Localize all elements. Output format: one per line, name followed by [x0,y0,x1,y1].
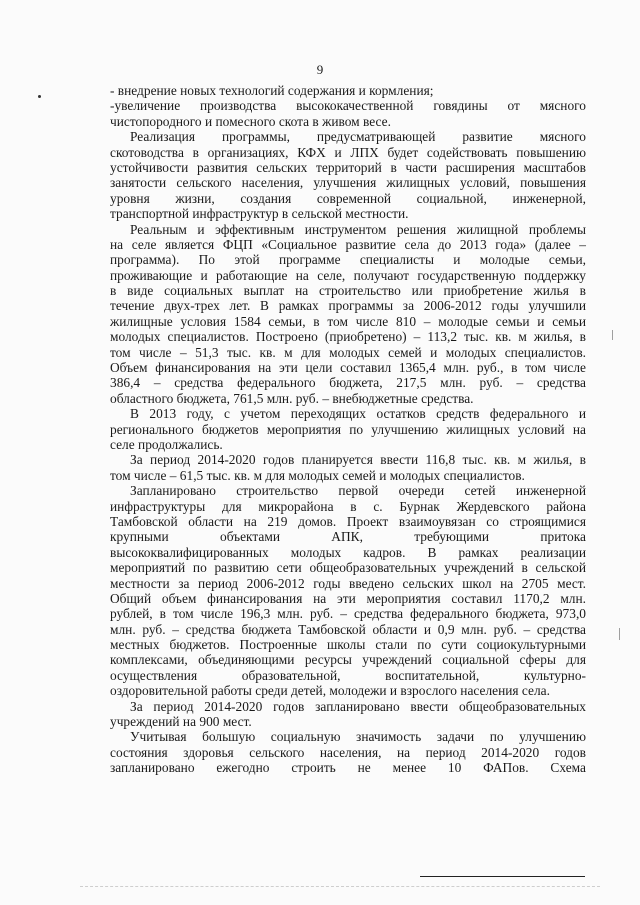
paragraph [110,452,586,483]
text-line: чистопородного и помесного скота в живом весе. [110,113,391,129]
text-line: - внедрение новых технологий содержания и кормления; [110,83,434,98]
text-line: млн. руб. – средства бюджета Тамбовской области и 0,9 млн. руб. – средства [110,621,586,637]
paragraph [110,83,586,98]
text-line: местных бюджетов. Построенные школы стали по сути социокультурными [110,637,586,653]
page-number: 9 [316,62,324,77]
paragraph [110,222,586,407]
text-line: Общий объем финансирования на эти мероприятия составил 1170,2 млн. [110,590,586,606]
text-line: -увеличение производства высококачественной говядины от мясного [110,98,586,114]
text-line: регионального бюджетов мероприятия по улучшению жилищных условий на [110,421,586,437]
text-line: местности за период 2006-2012 годы введено сельских школ на 2705 мест. [110,575,586,591]
text-line: на селе является ФЦП «Социальное развитие села до 2013 года» (далее – [110,236,586,252]
paragraph [110,129,586,221]
text-line: Объем финансирования на эти цели составил 1365,4 млн. руб., в том числе [110,360,586,376]
text-line: состояния здоровья сельского населения, на период 2014-2020 годов [110,744,586,760]
text-line: течение двух-трех лет. В рамках программы за 2006-2012 годы улучшили [110,298,586,314]
text-line: Запланировано строительство первой очереди сетей инженерной [130,483,586,499]
paragraph [110,406,586,452]
text-line: занятости сельского населения, улучшения жилищных условий, повышения [110,175,586,191]
text-line: программа). По этой программе специалисты и молодые семьи, [110,252,586,268]
paragraph [110,483,586,698]
text-line: осуществления образовательной, воспитательной, культурно- [110,667,586,683]
text-line: комплексами, объединяющими ресурсы учреждений социальной сферы для [110,652,586,668]
text-line: Учитывая большую социальную значимость задачи по улучшению [130,729,586,745]
text-line: Реализация программы, предусматривающей развитие мясного [130,129,586,145]
scan-speck [38,95,41,98]
text-line: транспортной инфраструктур в сельской местности. [110,206,409,222]
text-line: мероприятий по развитию сети общеобразовательных учреждений в сельской [110,560,586,576]
text-line: том числе – 61,5 тыс. кв. м для молодых семей и молодых специалистов. [110,467,525,483]
text-line: том числе – 51,3 тыс. кв. м для молодых семей и молодых специалистов. [110,344,586,360]
text-line: За период 2014-2020 годов планируется ввести 116,8 тыс. кв. м жилья, в [130,452,586,468]
footer-rule [420,876,585,877]
paragraph [110,699,586,730]
text-line: высококвалифицированных молодых кадров. В рамках реализации [110,544,586,560]
text-line: учреждений на 900 мест. [110,714,252,730]
text-line: крупными объектами АПК, требующими притока [110,529,586,545]
text-line: устойчивости развития сельских территорий в части расширения масштабов [110,159,586,175]
text-line: в виде социальных выплат на строительство или приобретение жилья в [110,283,586,299]
text-line: Тамбовской области на 219 домов. Проект взаимоувязан со строящимися [110,513,586,529]
text-line: рублей, в том числе 196,3 млн. руб. – средства федерального бюджета, 973,0 [110,606,586,622]
scan-mark [619,628,620,640]
text-line: скотоводства в организациях, КФХ и ЛПХ будет содействовать повышению [110,144,586,160]
text-line: Реальным и эффективным инструментом решения жилищной проблемы [130,221,586,237]
text-line: За период 2014-2020 годов запланировано ввести общеобразовательных [130,698,586,714]
text-line: областного бюджета, 761,5 млн. руб. – внебюджетные средства. [110,390,474,406]
text-line: запланировано ежегодно строить не менее 10 ФАПов. Схема [110,760,586,776]
paragraph [110,98,586,129]
scan-mark [612,330,613,340]
text-line: оздоровительной работы среди детей, молодежи и взрослого населения села. [110,683,550,699]
text-line: селе продолжались. [110,436,223,452]
scan-edge [80,886,600,887]
text-line: проживающие и работающие на селе, получают государственную поддержку [110,267,586,283]
paragraph [110,729,586,775]
text-line: молодых специалистов. Построено (приобретено) – 113,2 тыс. кв. м жилья, в [110,329,586,345]
document-body [110,83,586,776]
text-line: жилищные условия 1584 семьи, в том числе 810 – молодые семьи и семьи [110,313,586,329]
text-line: 386,4 – средства федерального бюджета, 217,5 млн. руб. – средства [110,375,586,391]
text-line: инфраструктуры для микрорайона в с. Бурнак Жердевского района [110,498,586,514]
text-line: уровня жизни, создания современной социальной, инженерной, [110,190,586,206]
text-line: В 2013 году, с учетом переходящих остатков средств федерального и [130,406,586,422]
